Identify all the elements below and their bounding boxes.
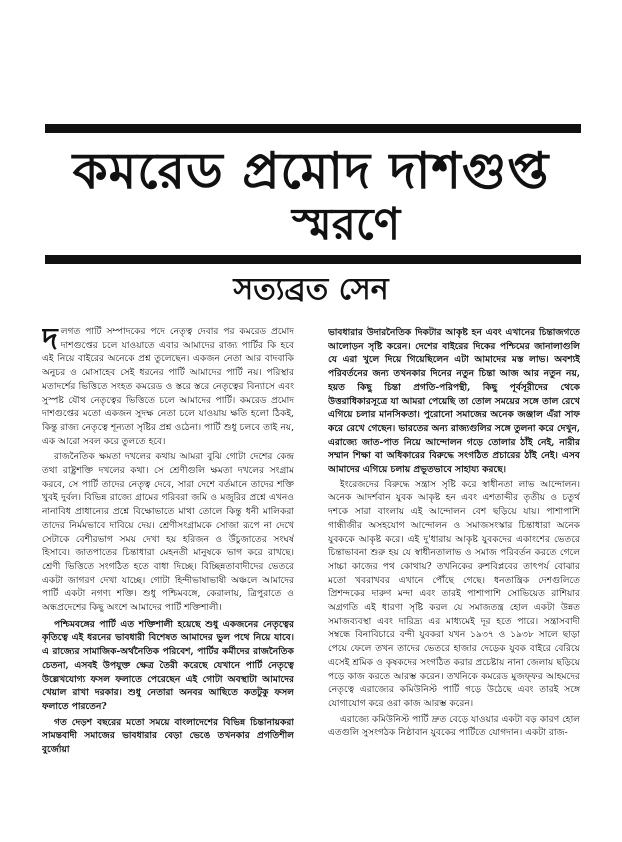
- paragraph: রাজনৈতিক ক্ষমতা দখলের কথায় আমরা বুঝি গোটা দেশের কেন্দ্র তথা রাষ্ট্রশক্তি দখলের কথা। সে শ্রেণীগুলি ক্ষমতা দখলের সংগ্রাম করবে, সে পার্টি তাদের নেতৃত্ব দেবে, সারা দেশে বর্তমানে তাদের শক্তি খুবই দুর্বল। বিভিন্ন রাজ্যে গ্রামের গরিবরা জমি ও মজুরির প্রশ্নে এখনও নানাবিধ প্রাধান্যের প্রশ্নে বিক্ষোভাতে মাথা তোলে কিন্তু ধনী মালিকরা তাদের নির্মমভাবে দাবিয়ে দেয়। শ্রেণীসংগ্রামকে সোজা রূপে না দেখে সেটাকে বেশীরভাগ সময় দেখা হয় হরিজন ও উঁচুজাতের সংঘর্ষ হিসাবে। জাতপাতের চিন্তাধারা মেহনতী মানুষকে ভাগ করে রাখছে। শ্রেণী ভিত্তিতে সংগঠিত হতে বাধা দিচ্ছে। বিচ্ছিন্নতাবাদীদের ভেতরে একটা জাগরণ দেখা যাচ্ছে। গোটা হিন্দীভাষাভাষী অঞ্চলে আমাদের পার্টি একটা নগণ্য শক্তি। শুধু পশ্চিমবঙ্গে, কেরালায়, ত্রিপুরাতে ও অন্ধপ্রদেশের কিছু অংশে আমাদের পার্টি শক্তিশালী।: [42, 452, 294, 614]
- paragraph: ইংরেজদের বিরুদ্ধে সন্ত্রাস সৃষ্টি করে স্বাধীনতা লাভ আন্দোলন। অনেক আদর্শবান যুবক আকৃষ্ট হন এবং এশতাব্দীর তৃতীয় ও চতুর্থ দশকে সারা বাংলায় এই আন্দোলন বেশ ছড়িয়ে যায়। পাশাপাশি গান্ধীজীর অসহযোগ আন্দোলন ও সমাজসংস্কার চিন্তাধারা অনেক যুবককে আকৃষ্ট করে। এই দু'ধারায় আকৃষ্ট যুবকদের একাংশের ভেতরে চিন্তাভাবনা শুরু হয় যে স্বাধীনতালাভ ও সমাজ পরিবর্তন করতে গেলে সাচ্চা কাজের পথ কোথায়? তখনিকের রুশবিপ্লবের তাৎপর্য বোঝার মতো খবরাখবর এখানে পৌঁছে গেছে। ধনতান্ত্রিক দেশগুলিতে প্রিশন্দকের দারুণ মন্দা এবং তারই পাশাপাশি সোভিয়েত রাশিয়ার অগ্রগতি এই ধারণা সৃষ্টি করল যে সমাজতন্ত্র হোল একটা উন্নত সমাজব্যবস্থা এবং দারিদ্র্য এর মাধ্যমেই দূর হতে পারে। সন্ত্রাসবাদী সম্বন্ধে বিনাবিচারে বন্দী যুবকরা যখন ১৯৩৭ ও ১৯৩৮ সালে ছাড়া পেয়ে ফেলে তখন তাদের ভেতরে হাজার দেড়েক যুবক বাইরে বেরিয়ে এসেই শ্রমিক ও কৃষকদের সংগঠিত করার প্রচেষ্টায় নানা জেলায় ছড়িয়ে পড়ে কাজ করতে আরম্ভ করেন। তখনিকে কমরেড মুজফ্ফর আহমদের নেতৃত্বে এরাজ্যের কমিউনিস্ট পার্টি গড়ে উঠেছে এবং তারই সঙ্গে যোগাযোগ করে ওরা কাজ আরম্ভ করেন।: [328, 479, 580, 709]
- middle-rule: [45, 255, 581, 264]
- paragraph: এরাজ্যে কমিউনিস্ট পার্টি দ্রুত বেড়ে যাওয়ার একটা বড় কারণ হোল এতগুলি সুসংগঠক নিষ্ঠাবান যুবকের পার্টিতে যোগদান। একটা রাজ-: [328, 714, 580, 739]
- top-rule: [45, 124, 581, 133]
- paragraph-text: লগত পার্টি সম্পাদকের পদে নেতৃত্ব দেবার পর কমরেড প্রমোদ দাশগুপ্তের চলে যাওয়াতে এবার আমাদের রাজ্য পার্টির কি হবে এই নিয়ে বাইরের অনেকে প্রশ্ন তুলেছেন। একজন নেতা আর বাদবাকি অনুচর ও মোসাহেব সেই ধরনের পার্টি আমাদের পার্টি নয়। পরিস্থার মতাদর্শের ভিত্তিতে সংহত কমরেড ও স্তরে স্তরে নেতৃত্বের বিন্যাসে এবং সুস্পষ্ট যৌথ নেতৃত্বের ভিত্তিতে চলে আমাদের পার্টি। কমরেড প্রমোদ দাশগুপ্তের মতো একজন সুদক্ষ নেতা চলে যাওয়ায় ক্ষতি হলো ঠিকই, কিন্তু রাজ্য নেতৃত্বে শূন্যতা সৃষ্টির প্রশ্ন ওঠেনা। পার্টি শুধু চলবে তাই নয়, এক আরো সবল করে তুলতে হবে।: [42, 327, 294, 447]
- paragraph: [42, 326, 294, 449]
- left-column: [42, 326, 294, 796]
- right-column: [328, 326, 580, 796]
- paragraph: গত দেড়শ বছরের মতো সময়ে বাংলাদেশের বিভিন্ন চিন্তানায়করা সামন্তবাদী সমাজের ভাবধারার বেড়া ভেঙে তখনকার প্রগতিশীল বুর্জোয়া: [42, 716, 294, 756]
- article-title-line2: স্মরণে: [291, 199, 401, 250]
- paragraph: ভাবধারার উদারনৈতিক দিকটার আকৃষ্ট হন এবং এখানের চিন্তাজগতে আলোড়ন সৃষ্টি করেন। দেশের বাইরের দিকের পশ্চিমের জানালাগুলি যে এরা খুলে দিয়ে গিয়েছিলেন এটা আমাদের মস্ত লাভ। অবশ্যই পরিবর্তনের জন্য তখনকার দিনের নতুন চিন্তা আজ আর নতুন নয়, হয়ত কিছু চিন্তা প্রগতি-পরিপন্থী, কিছু পূর্বসূরীদের থেকে উত্তরাধিকারসূত্রে যা আমরা পেয়েছি তা তোল সময়ের সঙ্গে তাল রেখে এগিয়ে চলার মানসিকতা। পুরোনো সমাজের অনেক জঞ্জাল এঁরা সাফ করে রেখে গেছেন। ভারতের অন্য রাজ্যগুলির সঙ্গে তুলনা করে দেখুন, এরাজ্যে জাত-পাত নিয়ে আন্দোলন গড়ে তোলার ঠাঁই নেই, নারীর সম্মান শিক্ষা বা অধিকারের বিরুদ্ধে সংগঠিত প্রচারের ঠাঁই নেই। এসব আমাদের এগিয়ে চলায় প্রভূতভাবে সাহায্য করছে।: [328, 327, 580, 476]
- paragraph: পশ্চিমবঙ্গের পার্টি এত শক্তিশালী হয়েছে শুধু একজনের নেতৃত্বের কৃতিত্বে এই ধরনের ভাবধারী বিশেষত আমাদের ভুল পথে নিয়ে যাবে। এ রাজ্যের সামাজিক-অর্থনৈতিক পরিবেশ, পার্টির কর্মীদের রাজনৈতিক চেতনা, এসবই উপযুক্ত ক্ষেত্র তৈরী করেছে যেখানে পার্টি নেতৃত্বে উল্লেখযোগ্য ফসল ফলাতে পেরেছেন এই গোটা অবস্থাটা আমাদের খেয়াল রাখা দরকার। শুধু নেতারা অনবর আছিতে কতটুকু ফসল ফলাতে পারতেন?: [42, 618, 294, 712]
- article-title-line1: কমরেড প্রমোদ দাশগুপ্ত: [72, 142, 550, 200]
- author-byline: সত্যব্রত সেন: [233, 272, 389, 307]
- drop-cap: দ: [42, 326, 58, 357]
